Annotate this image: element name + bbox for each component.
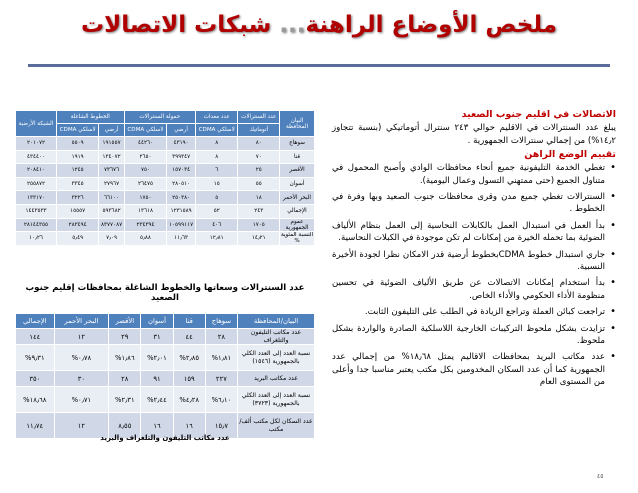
table-row xyxy=(16,387,315,413)
table-cell: ١٠٫٢٦ xyxy=(16,232,57,246)
table-row xyxy=(16,371,315,387)
row-header: عدد مكاتب البريد xyxy=(238,371,315,387)
table-cell: ١٥ xyxy=(195,177,238,191)
table-cell: ٩٫٣١% xyxy=(16,345,55,371)
row-header: عدد مكاتب التليفون والتلغراف xyxy=(238,329,315,345)
table-cell: ٢٫٨٥% xyxy=(173,345,205,371)
header-net: الشبكة الأرضية xyxy=(16,111,57,137)
title-divider xyxy=(28,64,610,67)
table-cell: ١٢ xyxy=(54,329,109,345)
table-cell: ٥٫٤٩ xyxy=(56,232,99,246)
table-cell: ١٠٥٩٩١١٧ xyxy=(167,218,196,232)
row-header: الإجمالي xyxy=(280,204,315,218)
assessment-list xyxy=(332,162,616,389)
table-cell: ٢٩ xyxy=(109,329,141,345)
column-header: الأقصر xyxy=(109,314,141,329)
header-centrals: عدد السنترالات xyxy=(238,111,280,124)
header-area-label: البيان xyxy=(290,117,304,124)
table-row xyxy=(16,191,315,205)
table-cell: ١٥٩ xyxy=(173,371,205,387)
title-main: ملخص الأوضاع الراهنة xyxy=(305,12,558,38)
table-cell: ١٢٣١٥٨٩ xyxy=(167,204,196,218)
table-cell: ٧٫٠٩ xyxy=(99,232,124,246)
section-heading-telecom: الاتصالات في اقليم جنوب الصعيد xyxy=(461,109,616,120)
subheader-auto: أتوماتيك xyxy=(238,124,280,137)
list-item: • تغطي الخدمة التليفونية جميع أنحاء محافظات الوادي وأصبح المحمول في متناول الجميع (حتى ممتهني التسول وعمال اليومية). xyxy=(332,162,616,187)
table-cell: ٨٣٧٧٠٨٧ xyxy=(99,218,124,232)
table-cell: ٣٠ xyxy=(54,371,109,387)
subheader-cdma-2: لاسلكي CDMA xyxy=(124,124,167,137)
right-text-panel xyxy=(332,108,616,393)
row-header: الأقصر xyxy=(280,164,315,178)
table-cell: ١٥٥٥٧ xyxy=(56,204,99,218)
column-header: الإجمالي xyxy=(16,314,55,329)
table-cell: ٢٫٣١% xyxy=(109,387,141,413)
page-title xyxy=(0,12,638,38)
table-cell: ٢٨١٤٤٣٥٥ xyxy=(16,218,57,232)
section-heading-assessment: تقييم الوضع الراهن xyxy=(524,149,616,161)
table-row xyxy=(16,232,315,246)
row-header: عدد السكان لكل مكتب ألف/مكتب xyxy=(238,413,315,439)
table-cell: ٢٣٤٣٩٤ xyxy=(124,218,167,232)
table-cell: ٥ xyxy=(195,191,238,205)
list-item: • تزايدت بشكل ملحوظ التركيبات الخارجية اللاسلكية الصادرة والواردة بشكل ملحوظ. xyxy=(332,323,616,348)
table-cell: ٥٫٨٨ xyxy=(124,232,167,246)
column-header: قنا xyxy=(173,314,205,329)
table-cell: ٥٩٣٦٨٢ xyxy=(99,204,124,218)
table-cell: ٦ xyxy=(195,164,238,178)
table-row xyxy=(16,164,315,178)
table-cell: ١٧٥٠ xyxy=(124,191,167,205)
table-cell: ١٩١٩ xyxy=(56,150,99,164)
header-busy: الخطوط الشاغلة xyxy=(56,111,124,124)
table-cell: ١٧٠٥ xyxy=(238,218,280,232)
row-header: نسبة العدد إلى العدد الكلي بالجمهورية (٣٧٢٣) xyxy=(238,387,315,413)
table-cell: ٠٫٧١% xyxy=(54,387,109,413)
header-area xyxy=(280,111,315,137)
table-cell: ٢٦٥٠ xyxy=(124,150,167,164)
table-cell: ١٩١٥٥٧ xyxy=(99,137,124,151)
table-cell: ١٤٫٢١ xyxy=(238,232,280,246)
table-cell: ٢٨٠٥١٠ xyxy=(167,177,196,191)
table-cell: ١٥٧٠٣٤ xyxy=(167,164,196,178)
table-cell: ٢٫٠١% xyxy=(141,345,173,371)
section-intro: يبلغ عدد السنترالات في الاقليم حوالي ٢٤٣ سنترال أتوماتيكي (بنسبة تتجاوز ١٤٫٢%) من إجمالي سنترالات الجمهورية . xyxy=(332,123,616,146)
column-header: سوهاج xyxy=(205,314,237,329)
subheader-cdma-1: لاسلكي CDMA xyxy=(195,124,238,137)
row-header: نسبة العدد إلى العدد الكلي بالجمهورية (١٥٤٦) xyxy=(238,345,315,371)
table-cell: ٣٩٩٣٤٧ xyxy=(167,150,196,164)
table-cell: ٢٠٨٤١٠ xyxy=(16,164,57,178)
table-cell: ٤٤٢٦٠ xyxy=(124,137,167,151)
table-cell: ١١٫٦٣ xyxy=(167,232,196,246)
table-cell: ١٣٤٠٧٢ xyxy=(99,150,124,164)
subheader-cdma-3: لاسلكي CDMA xyxy=(56,124,99,137)
table-row xyxy=(16,177,315,191)
table-cell: ٨ xyxy=(195,150,238,164)
subheader-land-1: أرضي xyxy=(167,124,196,137)
table-cell: ٨ xyxy=(195,137,238,151)
table-cell: ٤٫٢٨% xyxy=(173,387,205,413)
table-cell: ٧٠ xyxy=(238,150,280,164)
table-cell: ٢٠١٠٧٢ xyxy=(16,137,57,151)
table-cell: ٥٢ xyxy=(195,204,238,218)
table-cell: ١٢ xyxy=(54,413,109,439)
list-item: • تراجعت كبائن العملة وتراجع الزيادة في الطلب على التليفون الثابت. xyxy=(332,306,616,318)
subheader-land-2: أرضي xyxy=(99,124,124,137)
table-cell: ٢٥٠٣٨٠ xyxy=(167,191,196,205)
table-cell: ٦٫١٠% xyxy=(205,387,237,413)
row-header: سوهاج xyxy=(280,137,315,151)
table-row xyxy=(16,329,315,345)
table-cell: ١٨٫٦٨% xyxy=(16,387,55,413)
table-cell: ٢٢٧ xyxy=(205,371,237,387)
table-cell: ٣٥٠ xyxy=(16,371,55,387)
page-number: ٤٥ xyxy=(597,473,604,480)
header-meters: عدد معدات xyxy=(195,111,238,124)
list-item: • عدد مكاتب البريد بمحافظات الاقاليم يمثل ١٨٫٦٨% من إجمالي عدد الجمهورية كما أن عدد السكان المخدومين بكل مكتب يعتبر مناسبا جدا وأعلى من المستوى العام xyxy=(332,351,616,388)
table-row xyxy=(16,204,315,218)
list-item: • بدأ استخدام إمكانات الاتصالات عن طريق الألياف الضوئية في تحسين منظومة الأداء الحكومي والأداء الخاص. xyxy=(332,277,616,302)
row-header: عموم الجمهورية xyxy=(280,218,315,232)
table-cell: ٢٨ xyxy=(205,329,237,345)
table-cell: ٤٣١٩٠ xyxy=(167,137,196,151)
row-header: أسوان xyxy=(280,177,315,191)
table-cell: ١٣٣١٧٠ xyxy=(16,191,57,205)
table-row xyxy=(16,218,315,232)
centrals-table xyxy=(15,110,315,246)
header-area-sub: المحافظة xyxy=(285,123,309,130)
table-cell: ١٢٫٨١ xyxy=(195,232,238,246)
column-header: أسوان xyxy=(141,314,173,329)
table-cell: ٢٤٣ xyxy=(238,204,280,218)
table-cell: ٢٥ xyxy=(238,164,280,178)
table-cell: ٢٨ xyxy=(109,371,141,387)
table-cell: ٥٥ xyxy=(238,177,280,191)
table-cell: ٣٣٤٥ xyxy=(56,177,99,191)
row-header: النسبة المئوية % xyxy=(280,232,314,245)
list-item: • بدأ العمل في استبدال العمل بالكابلات النحاسية إلى العمل بنظام الألياف الضوئية بما تحمله الخيرة من إمكانات لم تكن موجودة في الكبلات النحاسية. xyxy=(332,220,616,245)
table-cell: ٣١ xyxy=(141,329,173,345)
row-header: قنا xyxy=(280,150,315,164)
table-cell: ٨٠ xyxy=(238,137,280,151)
list-item: • جاري استبدال خطوط CDMAبخطوط أرضية قدر الامكان نظرا لجودة الأخيرة النسبية. xyxy=(332,249,616,274)
table-cell: ٢٫٤٤% xyxy=(141,387,173,413)
table-cell: ٥٥٠٩ xyxy=(56,137,99,151)
offices-table xyxy=(15,313,315,439)
table-cell: ١٣٦١٨ xyxy=(124,204,167,218)
column-header: البيان/المحافظة xyxy=(238,314,315,329)
table-cell: ٦٦١٠٠ xyxy=(99,191,124,205)
centrals-table-caption: عدد السنترالات وسعاتها والخطوط الشاغلة بمحافظات إقليم جنوب الصعيد xyxy=(25,283,305,303)
table-cell: ٩١ xyxy=(141,371,173,387)
table-cell: ١٨ xyxy=(238,191,280,205)
table-cell: ٢٥٥٨٧٢ xyxy=(16,177,57,191)
table-cell: ١٫٨١% xyxy=(205,345,237,371)
table-cell: ١٤٤ xyxy=(16,329,55,345)
table-cell: ٧٥٠ xyxy=(124,164,167,178)
table-row xyxy=(16,137,315,151)
row-header: البحر الأحمر xyxy=(280,191,315,205)
table-cell: ٢٨٣٤٩٤ xyxy=(56,218,99,232)
title-sub: شبكات الاتصالات xyxy=(80,12,272,38)
table-cell: ٢٦٤٧٥ xyxy=(124,177,167,191)
table-cell: ١٦ xyxy=(173,413,205,439)
table-cell: ٤٤ xyxy=(173,329,205,345)
table-cell: ١٥٫٧ xyxy=(205,413,237,439)
offices-table-caption: عدد مكاتب التليفون والتلغراف والبريد xyxy=(100,434,230,442)
table-cell: ٢٧٩٦٧ xyxy=(99,177,124,191)
table-cell: ٤٠٦ xyxy=(195,218,238,232)
table-row xyxy=(16,345,315,371)
table-cell: ١٦ xyxy=(141,413,173,439)
title-separator: ... xyxy=(279,12,306,38)
table-cell: ١٫٨٦% xyxy=(109,345,141,371)
table-cell: ١١٫٧٤ xyxy=(16,413,55,439)
table-cell: ٣٢٢٦ xyxy=(56,191,99,205)
table-cell: ١٤٤٣٥٣٣ xyxy=(16,204,57,218)
table-cell: ٧٣٦٧٦ xyxy=(99,164,124,178)
table-cell: ١٢٤٥ xyxy=(56,164,99,178)
table-cell: ٤٣٤٤٠٠ xyxy=(16,150,57,164)
list-item: • السنترالات تغطي جميع مدن وقرى محافظات جنوب الصعيد وبها وفرة في الخطوط . xyxy=(332,191,616,216)
table-cell: ٨٫٥٥ xyxy=(109,413,141,439)
header-capacity: حمولة السنترالات xyxy=(124,111,195,124)
column-header: البحر الأحمر xyxy=(54,314,109,329)
table-cell: ٠٫٧٨% xyxy=(54,345,109,371)
table-row xyxy=(16,150,315,164)
